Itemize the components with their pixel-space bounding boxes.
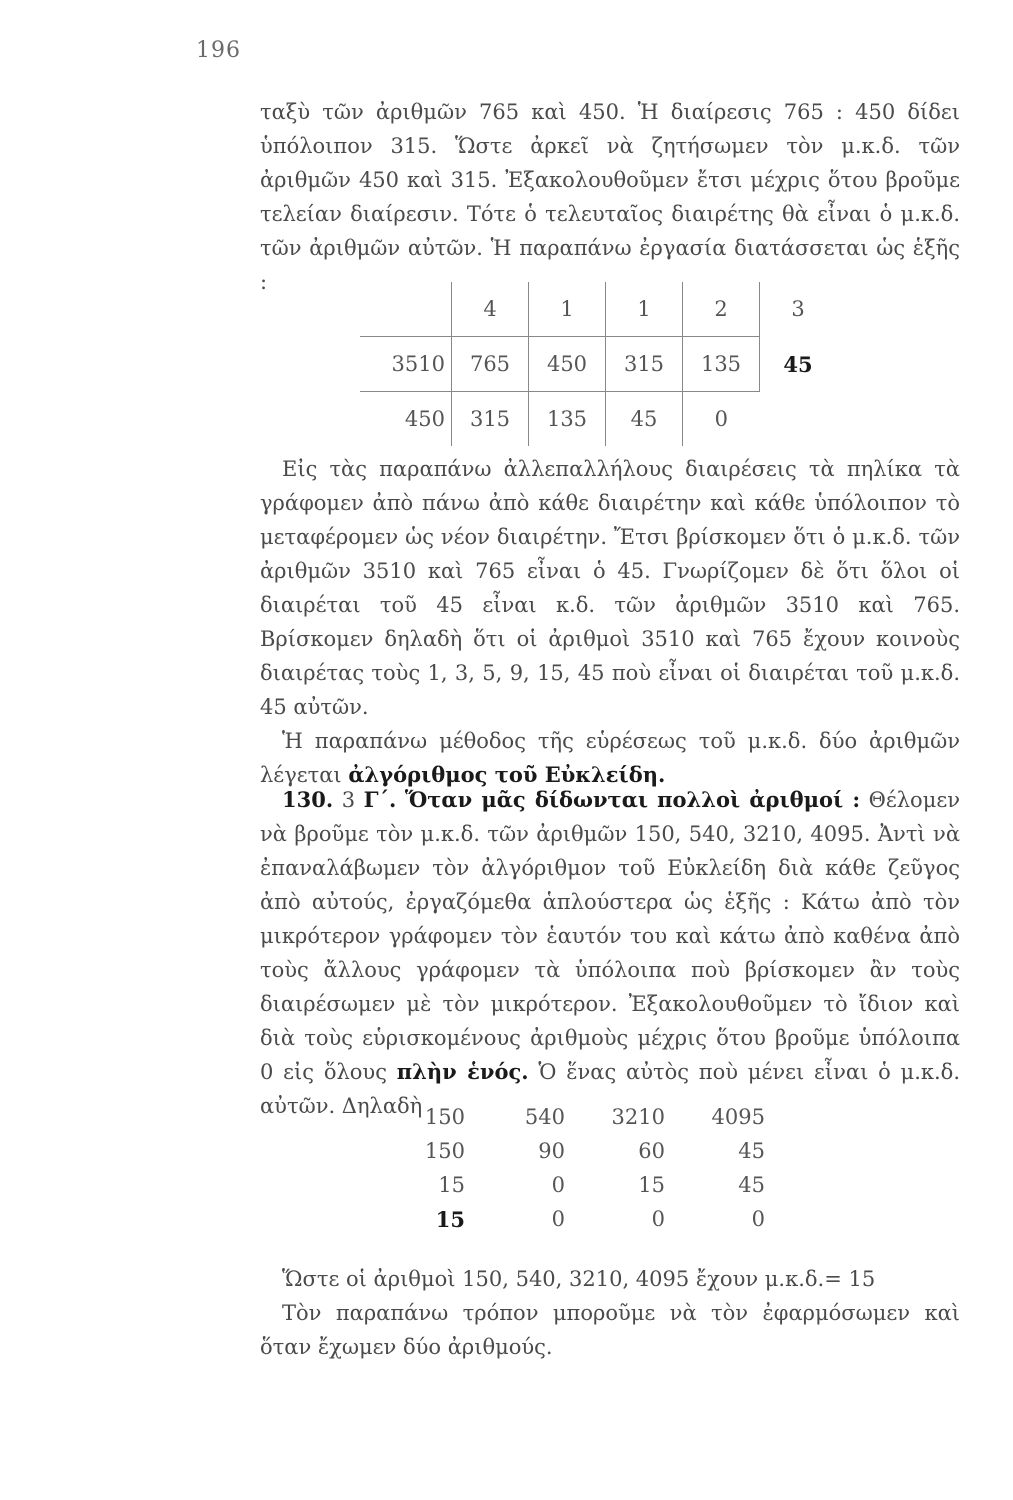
quotient-cell: 2 — [683, 282, 760, 337]
remainder-cell: 450 — [360, 392, 452, 447]
remainder-cell: 135 — [529, 392, 606, 447]
section-body: Θέλομεν νὰ βροῦμε τὸν μ.κ.δ. τῶν ἀριθμῶν 150, 540, 3210, 4095. Ἀντὶ νὰ ἐπαναλάβωμεν τὸν ἀλγόριθμον τοῦ Εὐκλείδη διὰ κάθε ζεῦγος ἀπὸ αὐτούς, ἐργαζόμεθα ἁπλούστερα ὡς ἑξῆς : Κάτω ἀπὸ τὸν μικρότερον γράφομεν τὸν ἑαυτόν του καὶ κάτω ἀπὸ καθένα ἀπὸ τοὺς ἄλλους γράφομεν τὰ ὑπόλοιπα ποὺ βρίσκομεν ἂν τοὺς διαιρέσωμεν μὲ τὸν μικρότερον. Ἐξακολουθοῦμεν τὸ ἴδιον καὶ διὰ τοὺς εὑρισκομένους ἀριθμοὺς μέχρις ὅτου βροῦμε ὑπόλοιπα 0 εἰς ὅλους — [260, 788, 960, 1084]
paragraph-explanation-text: Εἰς τὰς παραπάνω ἀλλεπαλλήλους διαιρέσεις τὰ πηλίκα τὰ γράφομεν ἀπὸ πάνω ἀπὸ κάθε διαιρέτην καὶ κάθε ὑπόλοιπον τὸ μεταφέρομεν ὡς νέον διαιρέτην. Ἔτσι βρίσκομεν ὅτι ὁ μ.κ.δ. τῶν ἀριθμῶν 3510 καὶ 765 εἶναι ὁ 45. Γνωρίζομεν δὲ ὅτι ὅλοι οἱ διαιρέται τοῦ 45 εἶναι κ.δ. τῶν ἀριθμῶν 3510 καὶ 765. Βρίσκομεν δηλαδὴ ὅτι οἱ ἀριθμοὶ 3510 καὶ 765 ἔχουν κοινοὺς διαιρέτας τοὺς 1, 3, 5, 9, 15, 45 ποὺ εἶναι οἱ διαιρέται τοῦ μ.κ.δ. 45 αὐτῶν. — [260, 457, 960, 719]
quotient-row — [360, 282, 836, 337]
table-cell: 0 — [751, 1207, 765, 1231]
table-row — [385, 1100, 785, 1134]
table-row — [385, 1134, 785, 1168]
paragraph-explanation — [260, 452, 960, 792]
gcd-many-numbers-table — [385, 1100, 785, 1236]
remainder-cell: 315 — [452, 392, 529, 447]
table-cell: 15 — [638, 1173, 665, 1197]
section-sub-number: 3 — [341, 788, 356, 812]
gcd-result-cell: 15 — [435, 1206, 465, 1232]
section-130 — [260, 783, 960, 1123]
paragraph-intro-text: ταξὺ τῶν ἀριθμῶν 765 καὶ 450. Ἡ διαίρεσις 765 : 450 δίδει ὑπόλοιπον 315. Ὥστε ἀρκεῖ νὰ ζητήσωμεν τὸν μ.κ.δ. τῶν ἀριθμῶν 450 καὶ 315. Ἐξακολουθοῦμεν ἔτσι μέχρις ὅτου βροῦμε τελείαν διαίρεσιν. Τότε ὁ τελευταῖος διαιρέτης θὰ εἶναι ὁ μ.κ.δ. τῶν ἀριθμῶν αὐτῶν. Ἡ παραπάνω ἐργασία διατάσσεται ὡς ἑξῆς : — [260, 100, 960, 294]
number-cell: 135 — [683, 337, 760, 392]
paragraph-conclusion — [260, 1262, 960, 1364]
paragraph-intro — [260, 95, 960, 299]
number-cell: 3510 — [360, 337, 452, 392]
table-cell: 4095 — [711, 1105, 765, 1129]
table-cell: 60 — [638, 1139, 665, 1163]
section-number: 130. — [282, 787, 334, 812]
euclid-division-table — [360, 282, 836, 446]
remainder-cell: 0 — [683, 392, 760, 447]
closing-text: Τὸν παραπάνω τρόπον μποροῦμε νὰ τὸν ἐφαρμόσωμεν καὶ ὅταν ἔχωμεν δύο ἀριθμούς. — [260, 1301, 960, 1359]
table-cell: 90 — [538, 1139, 565, 1163]
table-cell: 0 — [551, 1207, 565, 1231]
table-cell: 3210 — [611, 1105, 665, 1129]
section-body-end: Ὁ ἕνας αὐτὸς ποὺ μένει εἶναι ὁ μ.κ.δ. αὐτῶν. Δηλαδὴ — [260, 1060, 960, 1118]
table-cell: 0 — [651, 1207, 665, 1231]
table-cell: 15 — [438, 1173, 465, 1197]
section-body-bold: πλὴν ἑνός. — [396, 1059, 529, 1084]
definition-text: Ἡ παραπάνω μέθοδος τῆς εὑρέσεως τοῦ μ.κ.δ. δύο ἀριθμῶν λέγεται — [260, 729, 960, 787]
number-cell: 315 — [606, 337, 683, 392]
table-cell-empty — [360, 282, 452, 337]
euclid-algorithm-term: ἀλγόριθμος τοῦ Εὐκλείδη. — [348, 762, 666, 787]
section-sub-letter: Γ΄. — [363, 787, 397, 812]
conclusion-text: Ὥστε οἱ ἀριθμοὶ 150, 540, 3210, 4095 ἔχουν μ.κ.δ.= 15 — [282, 1267, 876, 1291]
paragraph-euclid-definition — [260, 724, 960, 792]
section-130-text — [260, 783, 960, 1123]
table-cell: 150 — [424, 1105, 465, 1129]
quotient-cell: 3 — [760, 282, 837, 337]
remainder-cell: 45 — [606, 392, 683, 447]
quotient-cell: 1 — [529, 282, 606, 337]
section-title: Ὅταν μᾶς δίδωνται πολλοὶ ἀριθμοί : — [404, 787, 861, 812]
quotient-cell: 4 — [452, 282, 529, 337]
divisor-row — [360, 337, 836, 392]
table-cell: 0 — [551, 1173, 565, 1197]
remainder-row — [360, 392, 836, 447]
gcd-result-cell: 45 — [760, 337, 837, 392]
table-row — [385, 1168, 785, 1202]
table-cell-empty — [760, 392, 837, 447]
page-number: 196 — [196, 38, 241, 63]
number-cell: 765 — [452, 337, 529, 392]
quotient-cell: 1 — [606, 282, 683, 337]
number-cell: 450 — [529, 337, 606, 392]
table-cell: 540 — [524, 1105, 565, 1129]
table-cell: 150 — [424, 1139, 465, 1163]
table-cell: 45 — [738, 1173, 765, 1197]
table-row — [385, 1202, 785, 1236]
table-cell: 45 — [738, 1139, 765, 1163]
